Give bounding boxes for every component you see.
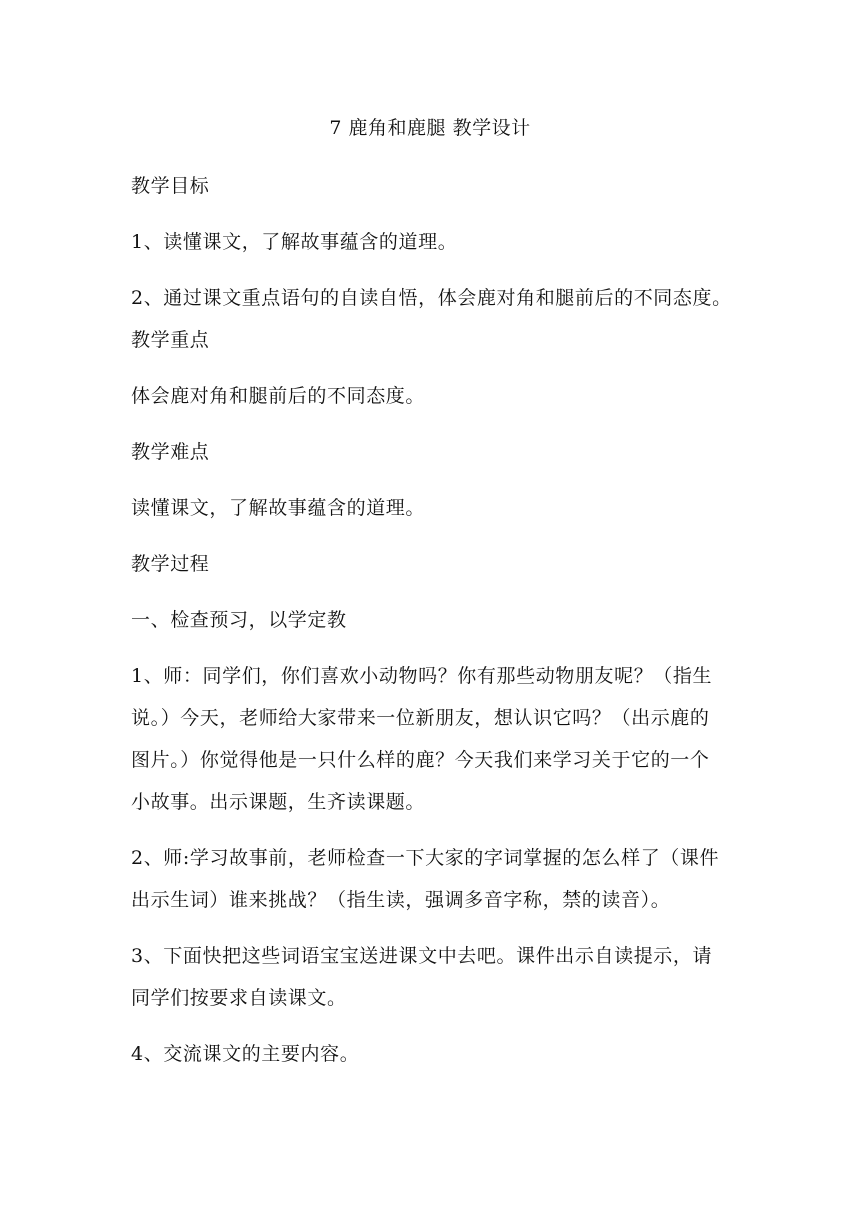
difficulty-heading: 教学难点 xyxy=(131,441,210,463)
step-2-line-2: 出示生词）谁来挑战？（指生读，强调多音字称，禁的读音）。 xyxy=(131,889,671,911)
document-title: 7 鹿角和鹿腿 教学设计 xyxy=(329,117,531,139)
step-1-line-2: 说。）今天，老师给大家带来一位新朋友，想认识它吗？（出示鹿的 xyxy=(131,707,710,729)
difficulty-text: 读懂课文，了解故事蕴含的道理。 xyxy=(131,497,426,519)
step-3-line-1: 3、下面快把这些词语宝宝送进课文中去吧。课件出示自读提示，请 xyxy=(131,945,713,967)
step-1-line-3: 图片。）你觉得他是一只什么样的鹿？今天我们来学习关于它的一个 xyxy=(131,749,710,771)
process-heading: 教学过程 xyxy=(131,553,210,575)
key-text: 体会鹿对角和腿前后的不同态度。 xyxy=(131,385,426,407)
step-2-line-1: 2、师:学习故事前，老师检查一下大家的字词掌握的怎么样了（课件 xyxy=(131,847,720,869)
step-1-line-1: 1、师：同学们，你们喜欢小动物吗？你有那些动物朋友呢？（指生 xyxy=(131,665,713,687)
section-1-heading: 一、检查预习，以学定教 xyxy=(131,609,347,631)
key-heading: 教学重点 xyxy=(131,329,210,351)
goals-heading: 教学目标 xyxy=(131,175,210,197)
goal-2: 2、通过课文重点语句的自读自悟，体会鹿对角和腿前后的不同态度。 xyxy=(131,287,732,309)
step-4: 4、交流课文的主要内容。 xyxy=(131,1043,360,1065)
step-3-line-2: 同学们按要求自读课文。 xyxy=(131,987,347,1009)
goal-1: 1、读懂课文，了解故事蕴含的道理。 xyxy=(131,231,458,253)
step-1-line-4: 小故事。出示课题，生齐读课题。 xyxy=(131,791,426,813)
